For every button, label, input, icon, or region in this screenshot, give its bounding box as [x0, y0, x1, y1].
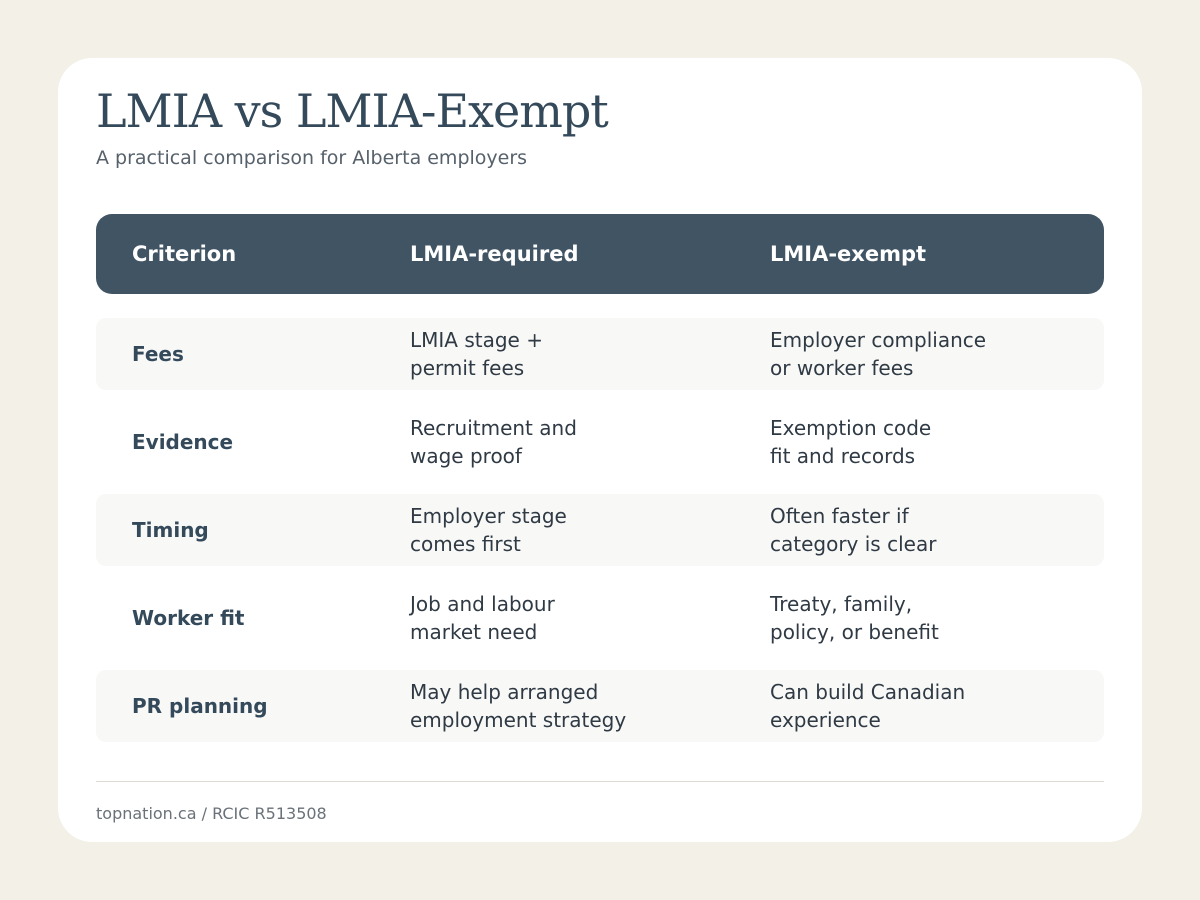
footer-credit: topnation.ca / RCIC R513508: [96, 804, 327, 823]
criterion-label: Evidence: [132, 430, 234, 454]
page-subtitle: A practical comparison for Alberta employers: [96, 147, 528, 169]
lmia-exempt-cell: Can build Canadian experience: [770, 680, 966, 732]
table-row: [96, 494, 1104, 566]
footer-divider: [96, 781, 1104, 782]
table-row: [96, 406, 1104, 478]
column-header-lmia-required: LMIA-required: [410, 242, 579, 266]
lmia-required-cell: May help arranged employment strategy: [410, 680, 627, 732]
criterion-label: Fees: [132, 342, 184, 366]
table-row: [96, 670, 1104, 742]
criterion-label: Timing: [132, 518, 209, 542]
table-header: [96, 214, 1104, 294]
lmia-exempt-cell: Exemption code fit and records: [770, 416, 932, 468]
table-row: [96, 318, 1104, 390]
lmia-required-cell: Job and labour market need: [410, 592, 555, 644]
column-header-criterion: Criterion: [132, 242, 237, 266]
criterion-label: PR planning: [132, 694, 268, 718]
lmia-required-cell: Recruitment and wage proof: [410, 416, 577, 468]
lmia-exempt-cell: Employer compliance or worker fees: [770, 328, 987, 380]
table-row: [96, 582, 1104, 654]
lmia-required-cell: Employer stage comes first: [410, 504, 567, 556]
column-header-lmia-exempt: LMIA-exempt: [770, 242, 927, 266]
lmia-required-cell: LMIA stage + permit fees: [410, 328, 543, 380]
page-title: LMIA vs LMIA-Exempt: [96, 84, 608, 138]
lmia-exempt-cell: Often faster if category is clear: [770, 504, 937, 556]
lmia-exempt-cell: Treaty, family, policy, or benefit: [770, 592, 939, 644]
criterion-label: Worker fit: [132, 606, 245, 630]
comparison-card: [58, 58, 1142, 842]
